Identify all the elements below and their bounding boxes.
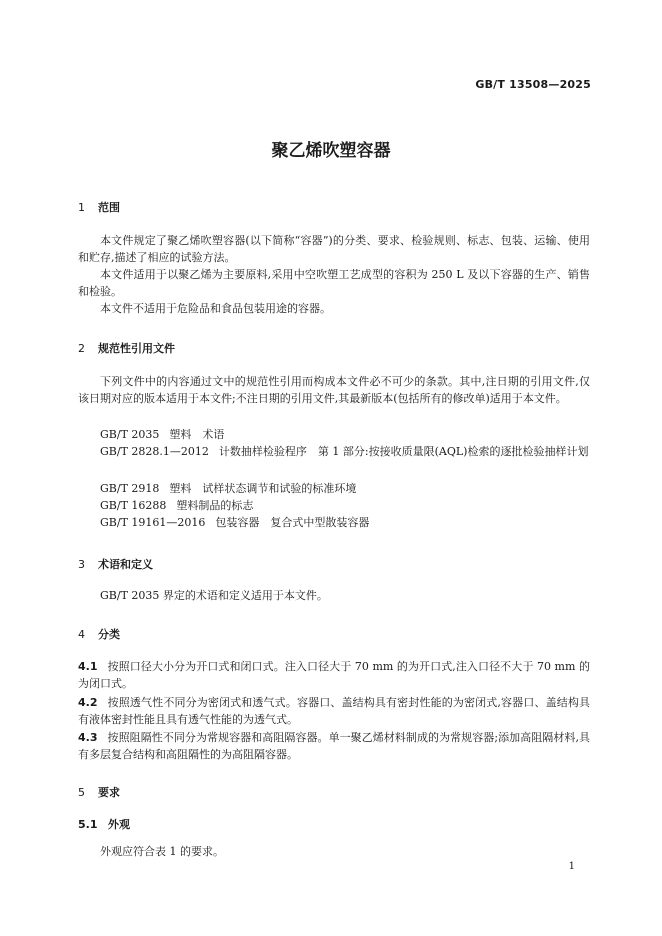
clause-number: 4.1 bbox=[78, 660, 98, 673]
paragraph: 外观应符合表 1 的要求。 bbox=[100, 845, 224, 858]
section-3-heading bbox=[78, 556, 153, 572]
section-title: 要求 bbox=[98, 786, 120, 799]
document-title: 聚乙烯吹塑容器 bbox=[271, 141, 391, 161]
subsection-number: 5.1 bbox=[78, 818, 98, 831]
subsection-5-1-heading bbox=[78, 816, 130, 832]
paragraph: 本文件不适用于危险品和食品包装用途的容器。 bbox=[100, 302, 331, 315]
paragraph: 本文件规定了聚乙烯吹塑容器(以下简称“容器”)的分类、要求、检验规则、标志、包装、运输、使用和贮存,描述了相应的试验方法。 bbox=[78, 234, 590, 264]
reference-item bbox=[78, 497, 590, 514]
section-number: 3 bbox=[78, 558, 85, 571]
section-5-heading bbox=[78, 784, 120, 800]
reference-code: GB/T 2035 bbox=[100, 428, 160, 441]
section-number: 4 bbox=[78, 628, 85, 641]
clause-number: 4.3 bbox=[78, 731, 98, 744]
reference-code: GB/T 16288 bbox=[100, 499, 167, 512]
section-title: 术语和定义 bbox=[98, 558, 153, 571]
section-title: 分类 bbox=[98, 628, 120, 641]
section-number: 5 bbox=[78, 786, 85, 799]
reference-name: 计数抽样检验程序 第 1 部分:按接收质量限(AQL)检索的逐批检验抽样计划 bbox=[218, 445, 589, 458]
section-4-heading bbox=[78, 626, 120, 642]
reference-name: 包装容器 复合式中型散装容器 bbox=[215, 516, 370, 529]
reference-name: 塑料 术语 bbox=[169, 428, 225, 441]
reference-item bbox=[78, 514, 590, 531]
paragraph: 下列文件中的内容通过文中的规范性引用而构成本文件必不可少的条款。其中,注日期的引用文件,仅该日期对应的版本适用于本文件;不注日期的引用文件,其最新版本(包括所有的修改单)适用于本文件。 bbox=[78, 375, 590, 405]
page-number: 1 bbox=[568, 861, 575, 872]
reference-item bbox=[78, 480, 590, 497]
clause-4-3 bbox=[78, 729, 590, 763]
section-title: 范围 bbox=[98, 201, 120, 214]
reference-code: GB/T 2828.1—2012 bbox=[100, 445, 209, 458]
paragraph: 本文件适用于以聚乙烯为主要原料,采用中空吹塑工艺成型的容积为 250 L 及以下容器的生产、销售和检验。 bbox=[78, 268, 590, 298]
clause-4-2 bbox=[78, 694, 590, 728]
standard-number: GB/T 13508—2025 bbox=[475, 78, 591, 91]
reference-code: GB/T 2918 bbox=[100, 482, 160, 495]
section-title: 规范性引用文件 bbox=[98, 342, 175, 355]
clause-number: 4.2 bbox=[78, 696, 98, 709]
reference-item bbox=[78, 426, 590, 443]
clause-text: 按照透气性不同分为密闭式和透气式。容器口、盖结构具有密封性能的为密闭式,容器口、盖结构具有液体密封性能且具有透气性能的为透气式。 bbox=[78, 696, 590, 726]
paragraph: GB/T 2035 界定的术语和定义适用于本文件。 bbox=[100, 589, 328, 602]
clause-4-1 bbox=[78, 658, 590, 692]
reference-name: 塑料制品的标志 bbox=[176, 499, 254, 512]
reference-code: GB/T 19161—2016 bbox=[100, 516, 206, 529]
section-number: 2 bbox=[78, 342, 85, 355]
clause-text: 按照口径大小分为开口式和闭口式。注入口径大于 70 mm 的为开口式,注入口径不大于 70 mm 的为闭口式。 bbox=[78, 660, 590, 690]
section-2-heading bbox=[78, 340, 175, 356]
clause-text: 按照阻隔性不同分为常规容器和高阻隔容器。单一聚乙烯材料制成的为常规容器;添加高阻隔材料,具有多层复合结构和高阻隔性的为高阻隔容器。 bbox=[78, 731, 590, 761]
reference-name: 塑料 试样状态调节和试验的标准环境 bbox=[169, 482, 357, 495]
reference-item bbox=[78, 443, 590, 460]
section-1-heading bbox=[78, 199, 120, 215]
subsection-title: 外观 bbox=[108, 818, 130, 831]
section-number: 1 bbox=[78, 201, 85, 214]
